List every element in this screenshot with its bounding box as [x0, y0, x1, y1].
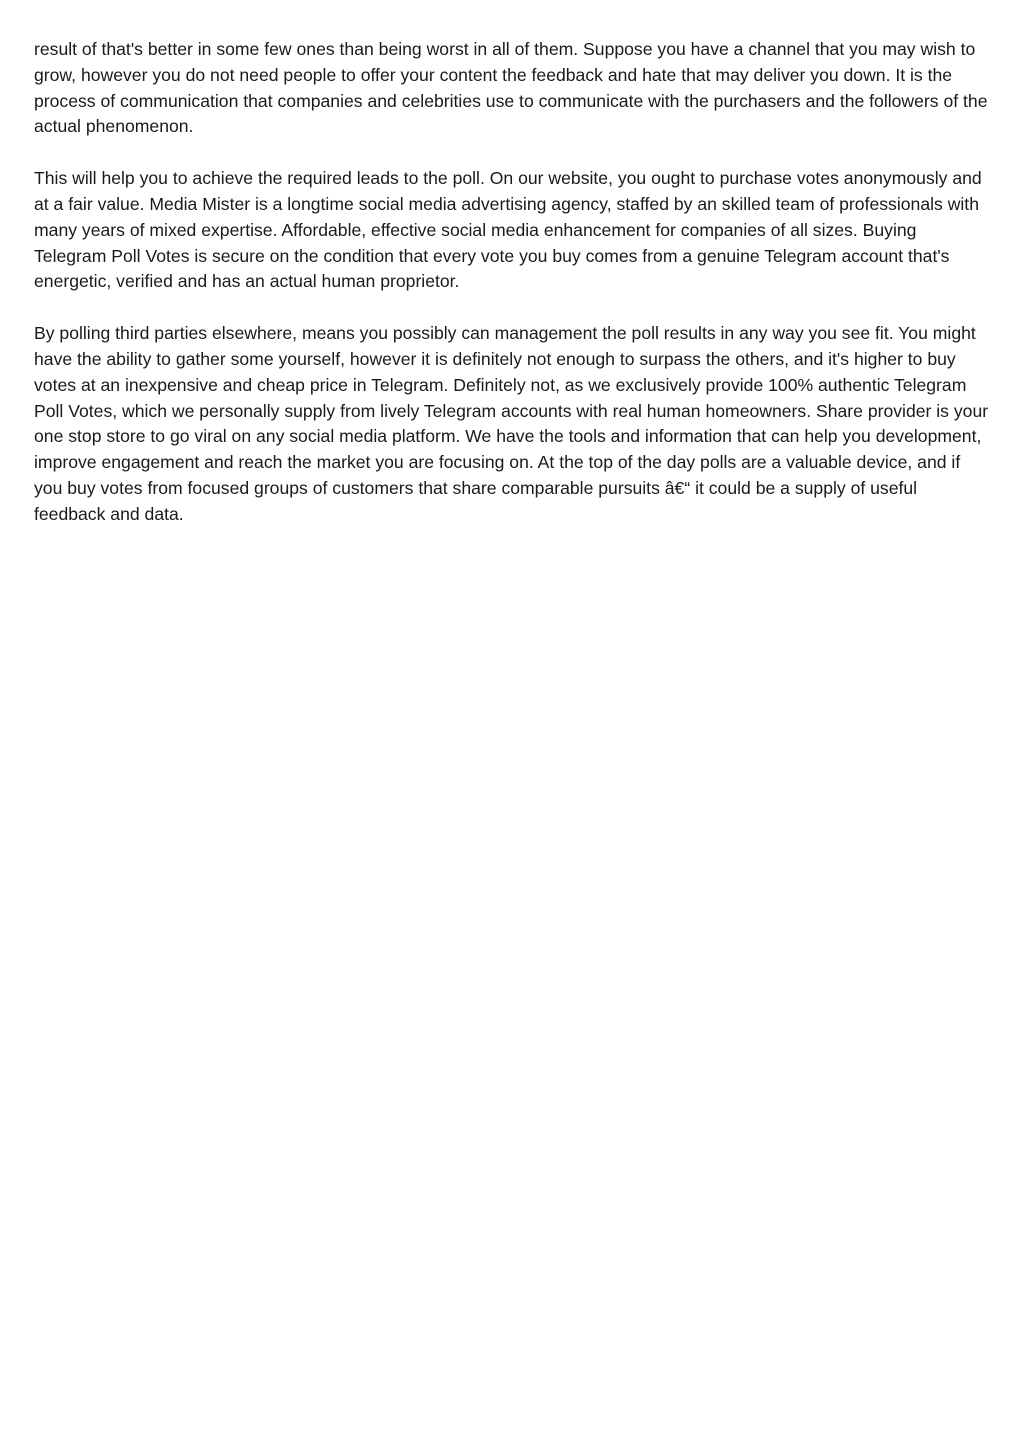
paragraph-1: result of that's better in some few ones than being worst in all of them. Suppose you have a channel that you may wish to grow, however you do not need people to offer your content the feedback and hate that may deliver you down. It is the process of communication that companies and celebrities use to communicate with the purchasers and the followers of the actual phenomenon.: [34, 39, 988, 137]
document-body: [34, 37, 992, 554]
paragraph-3: By polling third parties elsewhere, means you possibly can management the poll results in any way you see fit. You might have the ability to gather some yourself, however it is definitely not enough to surpass the others, and it's higher to buy votes at an inexpensive and cheap price in Telegram. Definitely not, as we exclusively provide 100% authentic Telegram Poll Votes, which we personally supply from lively Telegram accounts with real human homeowners. Share provider is your one stop store to go viral on any social media platform. We have the tools and information that can help you development, improve engagement and reach the market you are focusing on. At the top of the day polls are a valuable device, and if you buy votes from focused groups of customers that share comparable pursuits â€“ it could be a supply of useful feedback and data.: [34, 323, 989, 524]
paragraph-2: This will help you to achieve the required leads to the poll. On our website, you ought to purchase votes anonymously and at a fair value. Media Mister is a longtime social media advertising agency, staffed by an skilled team of professionals with many years of mixed expertise. Affordable, effective social media enhancement for companies of all sizes. Buying Telegram Poll Votes is secure on the condition that every vote you buy comes from a genuine Telegram account that's energetic, verified and has an actual human proprietor.: [34, 168, 982, 292]
